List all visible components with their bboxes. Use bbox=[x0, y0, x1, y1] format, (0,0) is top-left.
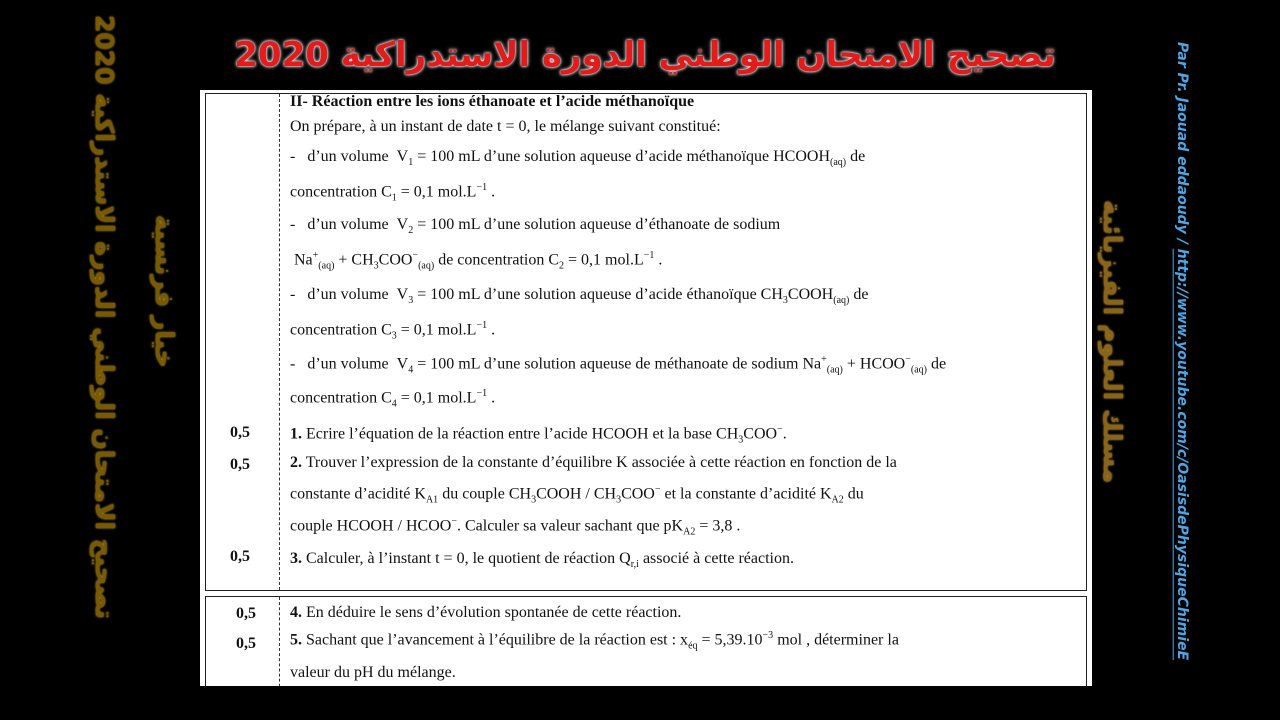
question-2-line-3: couple HCOOH / HCOO−. Calculer sa valeur sachant que $pK_{A2} = 3,8$ . bbox=[290, 516, 741, 538]
item-4-cont: concentration $C_4 = 0,1$ $mol.L^{-1}$ . bbox=[290, 388, 496, 410]
question-2: 2. Trouver l’expression de la constante d’équilibre K associée à cette réaction en fonction de la bbox=[290, 454, 897, 471]
channel-link[interactable]: http://www.youtube.com/c/OasisdePhysiqueChimieE bbox=[1174, 248, 1190, 661]
question-1: 1. Ecrire l’équation de la réaction entre l’acide HCOOH et la base $CH_3COO^-$. bbox=[290, 424, 787, 446]
points-q5: 0,5 bbox=[236, 635, 256, 652]
author-credit: Par Pr. Jaouad eddaoudy / bbox=[1174, 42, 1190, 249]
exam-document bbox=[200, 90, 1092, 686]
left-vertical-title: تصحيح الامتحان الوطني الدورة الاستدراكية 2020 bbox=[90, 15, 119, 620]
question-4: 4. En déduire le sens d’évolution spontanée de cette réaction. bbox=[290, 604, 682, 621]
question-3: 3. Calculer, à l’instant t = 0, le quotient de réaction $Q_{r,i}$ associé à cette réaction. bbox=[290, 550, 794, 571]
points-column-divider bbox=[279, 597, 280, 686]
points-column-divider bbox=[279, 94, 280, 590]
section-heading: II- Réaction entre les ions éthanoate et l’acide méthanoïque bbox=[290, 93, 695, 110]
intro-text: On prépare, à un instant de date t = 0, le mélange suivant constitué: bbox=[290, 118, 721, 135]
points-q1: 0,5 bbox=[230, 424, 250, 441]
question-5-line-2: valeur du pH du mélange. bbox=[290, 664, 456, 681]
question-5: 5. Sachant que l’avancement à l’équilibre de la réaction est : $x_{éq} = 5,39.10^{-3}$ mol , déterminer la bbox=[290, 630, 899, 652]
points-q3: 0,5 bbox=[230, 548, 250, 565]
item-3-cont: concentration $C_3 = 0,1$ $mol.L^{-1}$ . bbox=[290, 320, 496, 342]
item-2-cont: $Na^+_{(aq)} + CH_3COO^-_{(aq)}$ de concentration $C_2 = 0,1$ $mol.L^{-1}$ . bbox=[294, 250, 663, 272]
question-2-line-2: constante d’acidité $K_{A1}$ du couple $CH_3COOH / CH_3COO^-$ et la constante d’acidité $K_{A2}$ du bbox=[290, 484, 864, 506]
page-title: تصحيح الامتحان الوطني الدورة الاستدراكية 2020 bbox=[234, 35, 1056, 75]
item-1: - d’un volume $V_1 = 100$ mL d’une solution aqueuse d’acide méthanoïque $HCOOH_{(aq)}$ de bbox=[290, 148, 866, 169]
item-3: - d’un volume $V_3 = 100$ mL d’une solution aqueuse d’acide éthanoïque $CH_3COOH_{(aq)}$ de bbox=[290, 286, 869, 307]
left-vertical-option: خيار فرنسية bbox=[150, 215, 179, 368]
item-1-cont: concentration $C_1 = 0,1$ $mol.L^{-1}$ . bbox=[290, 182, 496, 204]
right-vertical-track: مسلك العلوم الفيزيائية bbox=[1098, 200, 1127, 484]
points-q2: 0,5 bbox=[230, 456, 250, 473]
item-4: - d’un volume $V_4 = 100$ mL d’une solution aqueuse de méthanoate de sodium $Na^+_{(aq)}$ + $HCOO^-_{(aq)}$ de bbox=[290, 354, 947, 376]
points-q4: 0,5 bbox=[236, 605, 256, 622]
right-vertical-credit bbox=[1174, 42, 1190, 672]
item-2: - d’un volume $V_2 = 100$ mL d’une solution aqueuse d’éthanoate de sodium bbox=[290, 216, 781, 237]
